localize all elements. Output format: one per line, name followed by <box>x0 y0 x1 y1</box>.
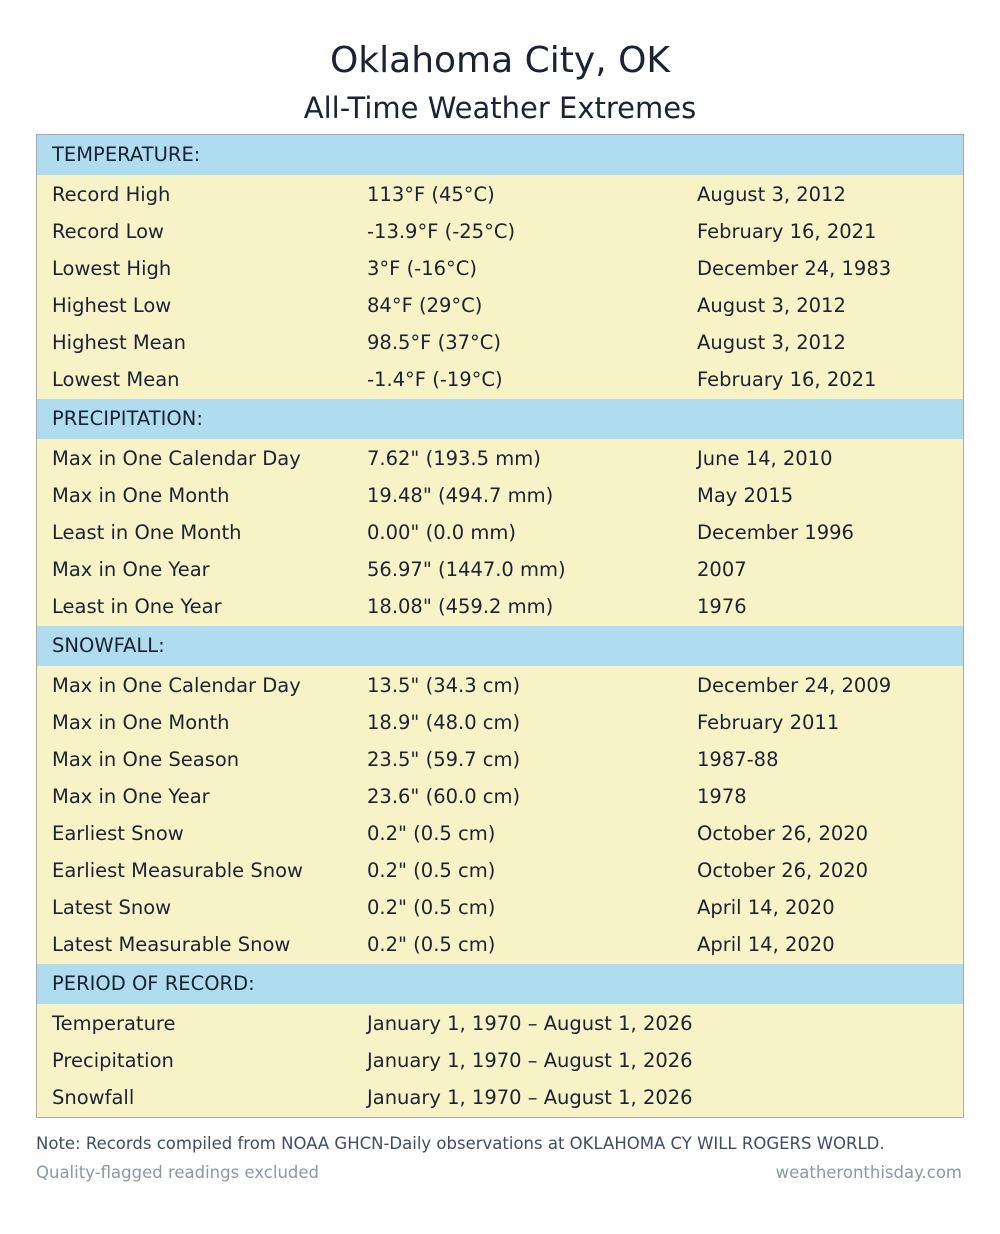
row-label: Temperature <box>52 1012 176 1035</box>
row-label: Least in One Year <box>52 595 222 618</box>
row-value: 13.5" (34.3 cm) <box>367 674 521 697</box>
row-value: -1.4°F (-19°C) <box>367 368 503 391</box>
row-value: January 1, 1970 – August 1, 2026 <box>367 1012 693 1035</box>
table-row <box>37 704 963 741</box>
row-date: August 3, 2012 <box>697 294 846 317</box>
row-value: 23.5" (59.7 cm) <box>367 748 521 771</box>
row-value: -13.9°F (-25°C) <box>367 220 516 243</box>
table-row <box>37 250 963 287</box>
row-date: February 16, 2021 <box>697 220 877 243</box>
quality-note: Quality-flagged readings excluded <box>36 1163 320 1182</box>
row-label: Earliest Snow <box>52 822 184 845</box>
row-date: April 14, 2020 <box>697 896 835 919</box>
row-label: Highest Mean <box>52 331 186 354</box>
table-row <box>37 1079 963 1116</box>
row-date: 2007 <box>697 558 747 581</box>
row-label: Highest Low <box>52 294 172 317</box>
row-date: December 24, 2009 <box>697 674 892 697</box>
table-row <box>37 551 963 588</box>
table-row <box>37 514 963 551</box>
row-date: August 3, 2012 <box>697 183 846 206</box>
site-credit: weatheronthisday.com <box>775 1163 962 1182</box>
table-row <box>37 926 963 963</box>
row-date: 1978 <box>697 785 747 808</box>
row-label: Max in One Month <box>52 711 230 734</box>
row-value: 3°F (-16°C) <box>367 257 478 280</box>
table-row <box>37 815 963 852</box>
row-value: 56.97" (1447.0 mm) <box>367 558 566 581</box>
row-label: Latest Measurable Snow <box>52 933 291 956</box>
row-label: Max in One Calendar Day <box>52 447 301 470</box>
extremes-table <box>36 134 964 1118</box>
row-date: February 2011 <box>697 711 840 734</box>
row-date: October 26, 2020 <box>697 822 869 845</box>
page-title: Oklahoma City, OK <box>329 40 671 81</box>
source-note: Note: Records compiled from NOAA GHCN-Daily observations at OKLAHOMA CY WILL ROGERS WORLD. <box>36 1134 885 1153</box>
section-header: PERIOD OF RECORD: <box>37 964 963 1004</box>
row-date: December 24, 1983 <box>697 257 892 280</box>
row-label: Lowest High <box>52 257 172 280</box>
row-date: December 1996 <box>697 521 854 544</box>
row-date: April 14, 2020 <box>697 933 835 956</box>
row-label: Precipitation <box>52 1049 174 1072</box>
row-value: January 1, 1970 – August 1, 2026 <box>367 1086 693 1109</box>
row-label: Record Low <box>52 220 164 243</box>
row-value: 0.2" (0.5 cm) <box>367 896 496 919</box>
table-row <box>37 1005 963 1042</box>
row-label: Max in One Month <box>52 484 230 507</box>
section-rows <box>37 175 963 399</box>
row-value: 18.9" (48.0 cm) <box>367 711 521 734</box>
row-label: Earliest Measurable Snow <box>52 859 303 882</box>
row-label: Max in One Season <box>52 748 240 771</box>
row-value: 0.2" (0.5 cm) <box>367 933 496 956</box>
row-label: Max in One Year <box>52 785 210 808</box>
table-row <box>37 213 963 250</box>
section-rows <box>37 666 963 964</box>
table-row <box>37 741 963 778</box>
table-row <box>37 778 963 815</box>
row-value: 0.2" (0.5 cm) <box>367 822 496 845</box>
row-label: Record High <box>52 183 171 206</box>
row-value: 0.2" (0.5 cm) <box>367 859 496 882</box>
row-value: 19.48" (494.7 mm) <box>367 484 554 507</box>
row-date: June 14, 2010 <box>697 447 833 470</box>
section-rows <box>37 1004 963 1117</box>
row-value: 23.6" (60.0 cm) <box>367 785 521 808</box>
section-header: PRECIPITATION: <box>37 399 963 439</box>
row-date: May 2015 <box>697 484 794 507</box>
row-value: 84°F (29°C) <box>367 294 483 317</box>
row-date: August 3, 2012 <box>697 331 846 354</box>
page-subtitle: All-Time Weather Extremes <box>303 91 697 125</box>
row-date: October 26, 2020 <box>697 859 869 882</box>
section-header: SNOWFALL: <box>37 626 963 666</box>
row-label: Least in One Month <box>52 521 242 544</box>
row-value: 113°F (45°C) <box>367 183 495 206</box>
row-label: Lowest Mean <box>52 368 180 391</box>
row-value: 7.62" (193.5 mm) <box>367 447 541 470</box>
row-date: 1976 <box>697 595 747 618</box>
table-row <box>37 667 963 704</box>
row-value: January 1, 1970 – August 1, 2026 <box>367 1049 693 1072</box>
table-row <box>37 588 963 625</box>
row-label: Max in One Year <box>52 558 210 581</box>
table-row <box>37 176 963 213</box>
row-date: February 16, 2021 <box>697 368 877 391</box>
table-row <box>37 440 963 477</box>
row-label: Latest Snow <box>52 896 172 919</box>
table-row <box>37 287 963 324</box>
table-row <box>37 889 963 926</box>
row-label: Snowfall <box>52 1086 135 1109</box>
table-row <box>37 477 963 514</box>
row-value: 98.5°F (37°C) <box>367 331 501 354</box>
section-header: TEMPERATURE: <box>37 135 963 175</box>
table-row <box>37 852 963 889</box>
table-row <box>37 361 963 398</box>
row-value: 0.00" (0.0 mm) <box>367 521 517 544</box>
row-date: 1987-88 <box>697 748 779 771</box>
row-label: Max in One Calendar Day <box>52 674 301 697</box>
table-row <box>37 1042 963 1079</box>
section-rows <box>37 439 963 626</box>
row-value: 18.08" (459.2 mm) <box>367 595 554 618</box>
table-row <box>37 324 963 361</box>
